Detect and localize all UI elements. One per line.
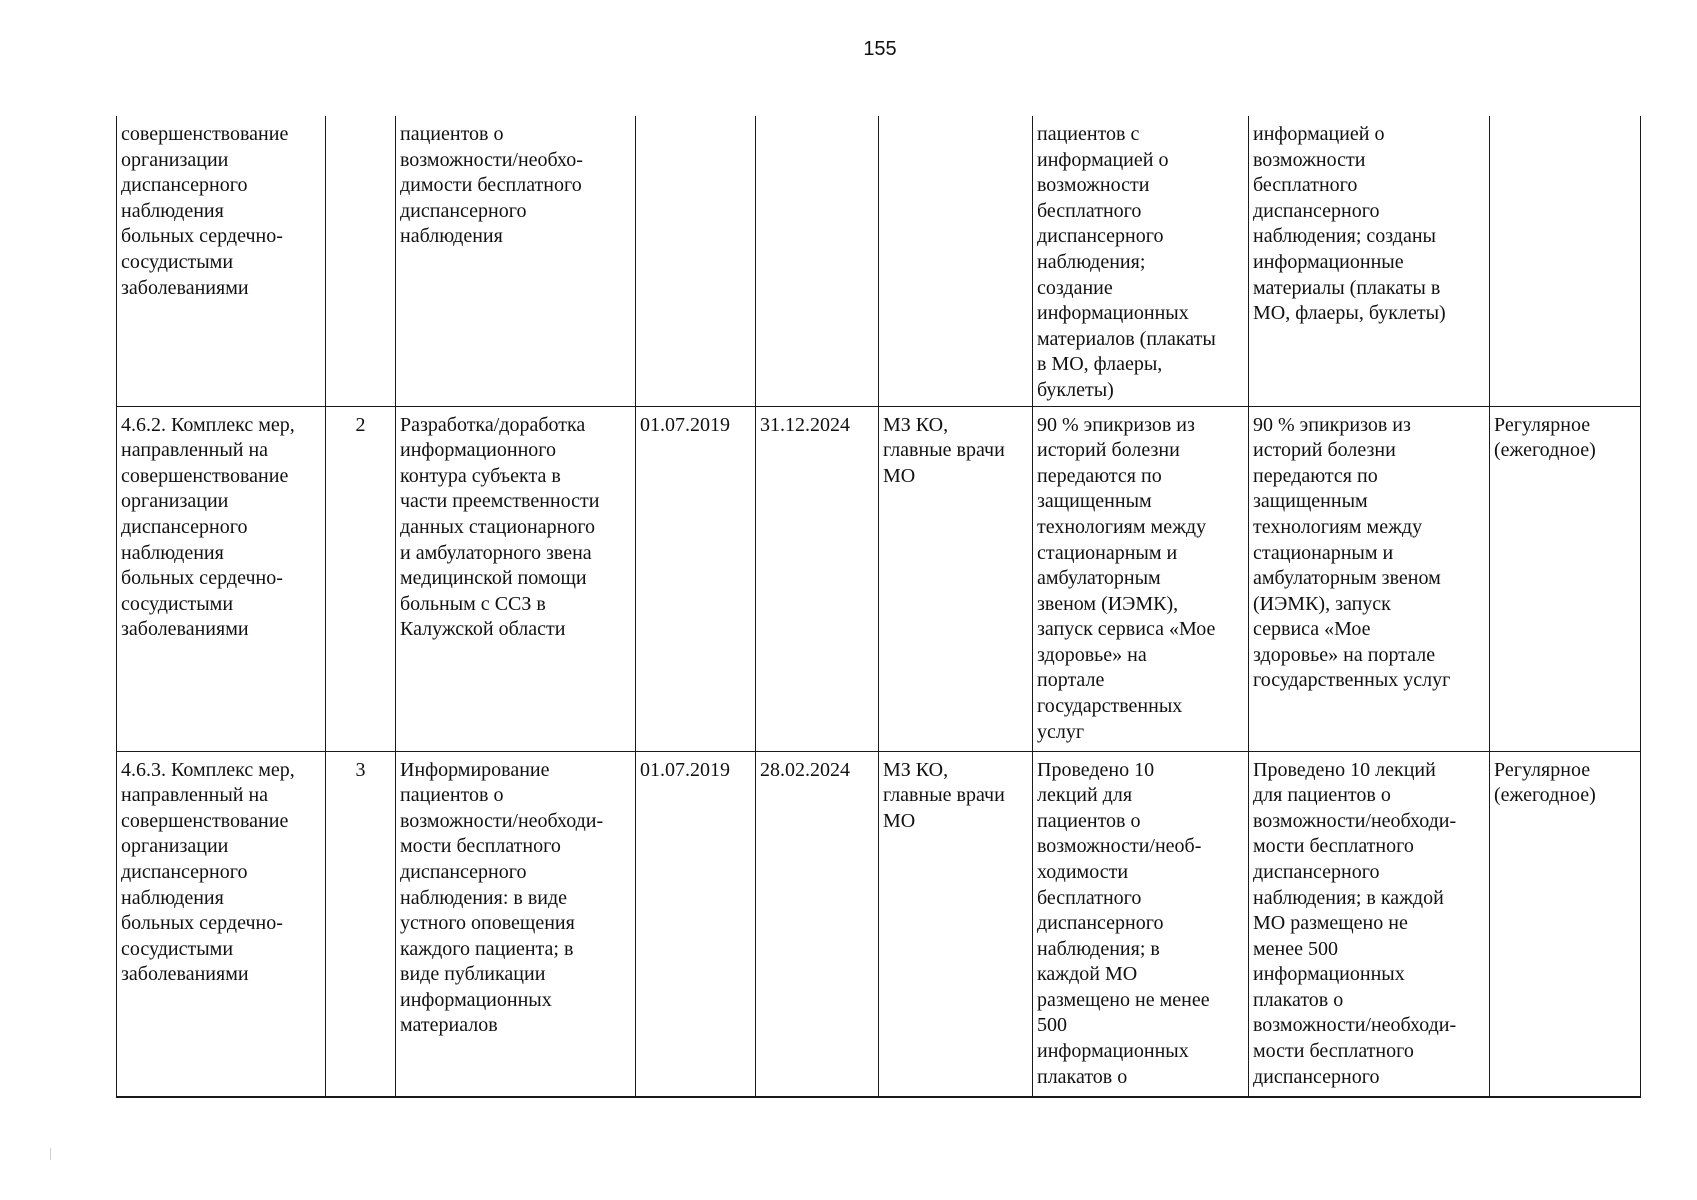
start-date-cell: 01.07.2019: [636, 751, 756, 1097]
activity-plan-table: [116, 116, 1641, 1098]
indicator-cell: 90 % эпикризов из историй болезни передаются по защищенным технологиям между стационарным и амбулаторным звеном (ИЭМК), запуск сервиса «Мое здоровье» на портале государственных услуг: [1249, 406, 1490, 751]
table-row: [117, 751, 1641, 1097]
description-cell: Разработка/доработка информационного контура субъекта в части преемственности данных стационарного и амбулаторного звена медицинской помощи больным с ССЗ в Калужской области: [396, 406, 636, 751]
start-date-cell: 01.07.2019: [636, 406, 756, 751]
result-cell: пациентов с информацией о возможности бесплатного диспансерного наблюдения; создание информационных материалов (плакаты в МО, флаеры, буклеты): [1033, 116, 1249, 406]
description-cell: пациентов о возможности/необхо- димости бесплатного диспансерного наблюдения: [396, 116, 636, 406]
description-cell: Информирование пациентов о возможности/необходи- мости бесплатного диспансерного наблюдения: в виде устного оповещения каждого пациента; в виде публикации информационных материалов: [396, 751, 636, 1097]
indicator-cell: Проведено 10 лекций для пациентов о возможности/необходи- мости бесплатного диспансерного наблюдения; в каждой МО размещено не менее 500 информационных плакатов о возможности/необходи- мости бесплатного диспансерного: [1249, 751, 1490, 1097]
event-cell: совершенствование организации диспансерного наблюдения больных сердечно- сосудистыми заболеваниями: [117, 116, 326, 406]
table-row: [117, 406, 1641, 751]
end-date-cell: 28.02.2024: [756, 751, 879, 1097]
number-cell: 3: [326, 751, 396, 1097]
responsible-cell: [879, 116, 1033, 406]
event-cell: 4.6.3. Комплекс мер, направленный на совершенствование организации диспансерного наблюдения больных сердечно- сосудистыми заболеваниями: [117, 751, 326, 1097]
scan-artifact: [50, 1148, 51, 1160]
periodicity-cell: [1490, 116, 1641, 406]
result-cell: 90 % эпикризов из историй болезни передаются по защищенным технологиям между стационарным и амбулаторным звеном (ИЭМК), запуск сервиса «Мое здоровье» на портале государственных услуг: [1033, 406, 1249, 751]
indicator-cell: информацией о возможности бесплатного диспансерного наблюдения; созданы информационные материалы (плакаты в МО, флаеры, буклеты): [1249, 116, 1490, 406]
periodicity-cell: Регулярное (ежегодное): [1490, 406, 1641, 751]
responsible-cell: МЗ КО, главные врачи МО: [879, 406, 1033, 751]
table-row: [117, 116, 1641, 406]
end-date-cell: 31.12.2024: [756, 406, 879, 751]
result-cell: Проведено 10 лекций для пациентов о возможности/необ- ходимости бесплатного диспансерного наблюдения; в каждой МО размещено не менее 500 информационных плакатов о: [1033, 751, 1249, 1097]
start-date-cell: [636, 116, 756, 406]
page-number: 155: [863, 38, 897, 60]
responsible-cell: МЗ КО, главные врачи МО: [879, 751, 1033, 1097]
number-cell: [326, 116, 396, 406]
event-cell: 4.6.2. Комплекс мер, направленный на совершенствование организации диспансерного наблюдения больных сердечно- сосудистыми заболеваниями: [117, 406, 326, 751]
end-date-cell: [756, 116, 879, 406]
number-cell: 2: [326, 406, 396, 751]
periodicity-cell: Регулярное (ежегодное): [1490, 751, 1641, 1097]
